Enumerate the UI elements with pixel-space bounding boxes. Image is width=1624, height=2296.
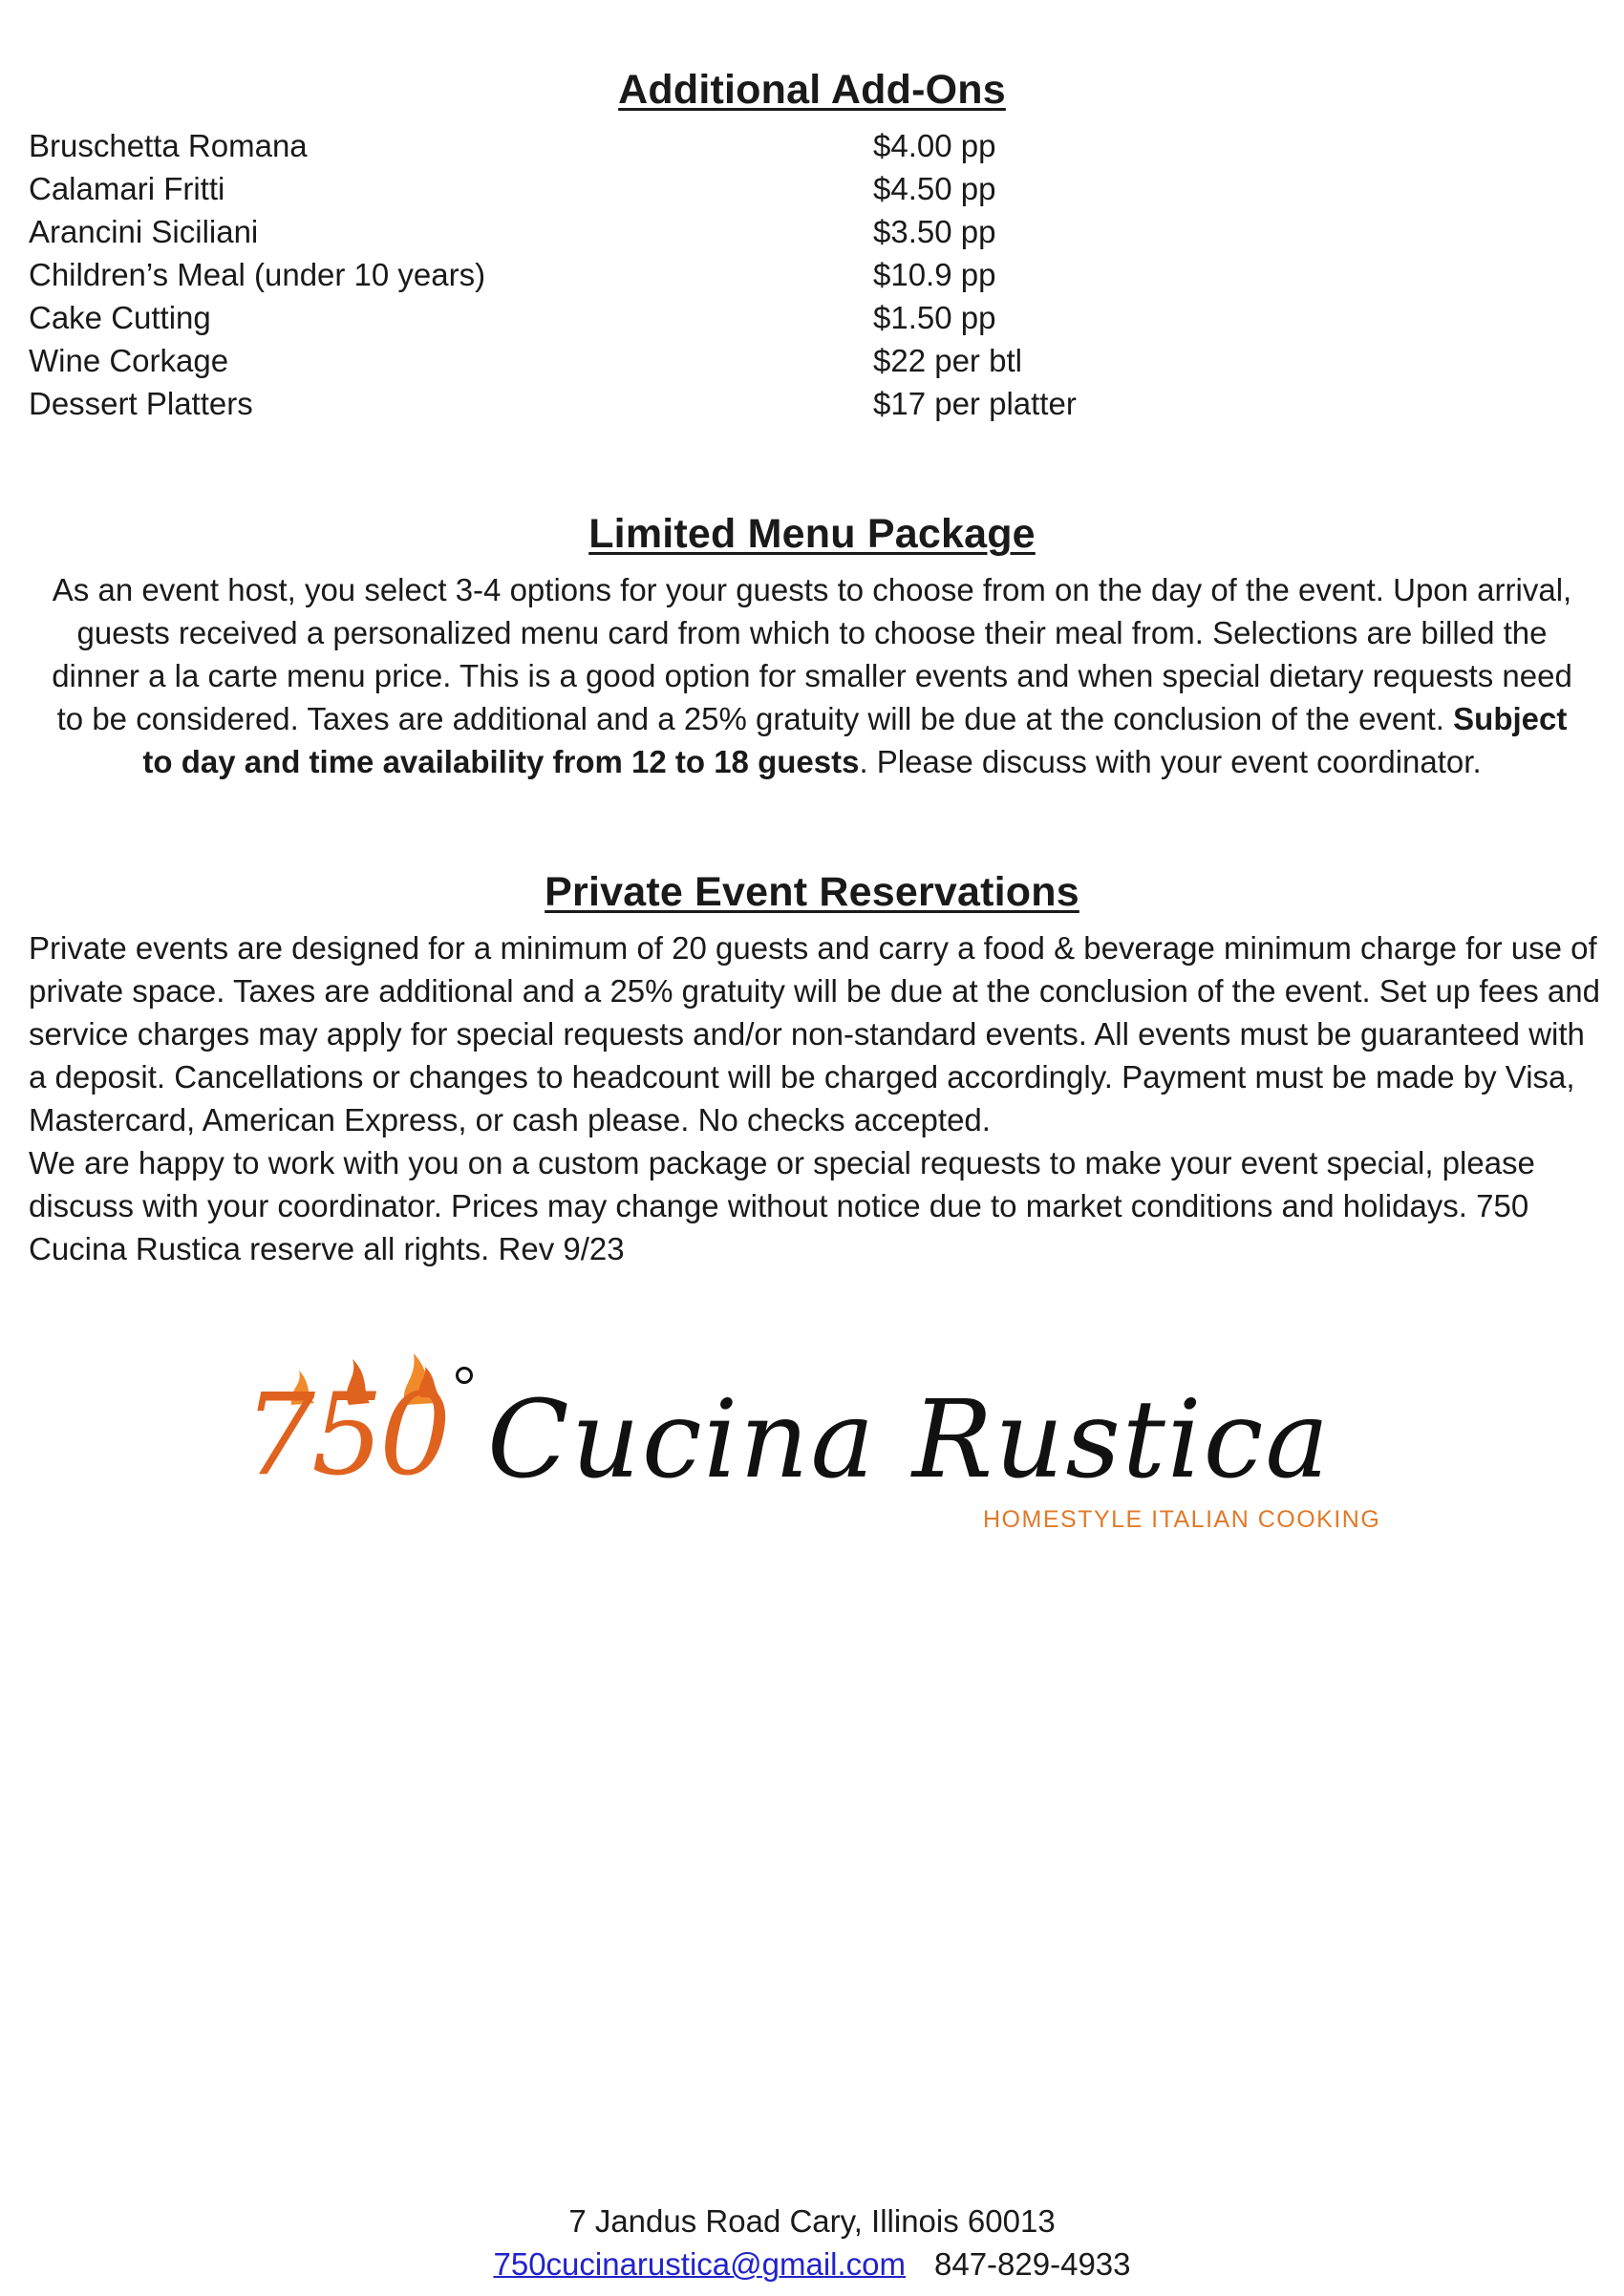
private-events-text [29, 926, 1605, 1270]
limited-text-bold: Subject to day and time availability from 12 to 18 guests [142, 701, 1568, 779]
list-item [29, 124, 1366, 167]
logo-number: 750 [244, 1369, 448, 1500]
addon-price: $17 per platter [873, 386, 1077, 421]
phone-number: 847-829-4933 [934, 2246, 1131, 2282]
list-item [29, 253, 1366, 296]
list-item [29, 296, 1366, 339]
private-events-heading: Private Event Reservations [545, 869, 1079, 915]
addon-price: $10.9 pp [873, 257, 996, 292]
footer-contact [0, 2243, 1624, 2285]
email-link[interactable]: 750cucinarustica@gmail.com [493, 2246, 906, 2282]
private-text-2: We are happy to work with you on a custom package or special requests to make your event special, please discuss with your coordinator. Prices may change without notice due to market conditions and holidays. 750 Cucina Rustica reserve all rights. Rev 9/23 [29, 1145, 1535, 1266]
addon-name: Arancini Siciliani [29, 214, 259, 249]
addon-name: Children’s Meal (under 10 years) [29, 257, 486, 292]
addon-price: $1.50 pp [873, 300, 996, 335]
addon-name: Calamari Fritti [29, 171, 225, 206]
addon-name: Cake Cutting [29, 300, 211, 335]
addon-price: $3.50 pp [873, 214, 996, 249]
list-item [29, 382, 1366, 425]
addon-name: Wine Corkage [29, 343, 229, 378]
addon-name: Dessert Platters [29, 386, 253, 421]
addon-price: $4.00 pp [873, 128, 996, 163]
limited-menu-text [38, 568, 1586, 783]
private-text-1: Private events are designed for a minimum of 20 guests and carry a food & beverage minimum charge for use of private space. Taxes are additional and a 25% gratuity will be due at the conclusion of the event. Set up fees and service charges may apply for special requests and/or non-standard events. All events must be guaranteed with a deposit. Cancellations or changes to headcount will be charged accordingly. Payment must be made by Visa, Mastercard, American Express, or cash please. No checks accepted. [29, 930, 1600, 1137]
limited-text-after: . Please discuss with your event coordinator. [859, 744, 1482, 779]
limited-text-before: As an event host, you select 3-4 options for your guests to choose from on the day of the event. Upon arrival, guests received a personalized menu card from which to choose their meal from. Selections are billed the dinner a la carte menu price. This is a good option for smaller events and when special dietary requests need to be considered. Taxes are additional and a 25% gratuity will be due at the conclusion of the event. [52, 572, 1572, 736]
addon-name: Bruschetta Romana [29, 128, 308, 163]
list-item [29, 210, 1366, 253]
degree-icon [456, 1367, 473, 1384]
list-item [29, 167, 1366, 210]
logo-name: Cucina Rustica [487, 1378, 1332, 1502]
footer-address: 7 Jandus Road Cary, Illinois 60013 [568, 2203, 1056, 2239]
list-item [29, 339, 1366, 382]
restaurant-logo [244, 1342, 1390, 1552]
limited-menu-heading: Limited Menu Package [588, 511, 1036, 557]
addons-heading: Additional Add-Ons [618, 67, 1006, 113]
addon-price: $4.50 pp [873, 171, 996, 206]
logo-tagline: HOMESTYLE ITALIAN COOKING [983, 1506, 1381, 1533]
addon-price: $22 per btl [873, 343, 1022, 378]
addons-list [29, 124, 1366, 425]
